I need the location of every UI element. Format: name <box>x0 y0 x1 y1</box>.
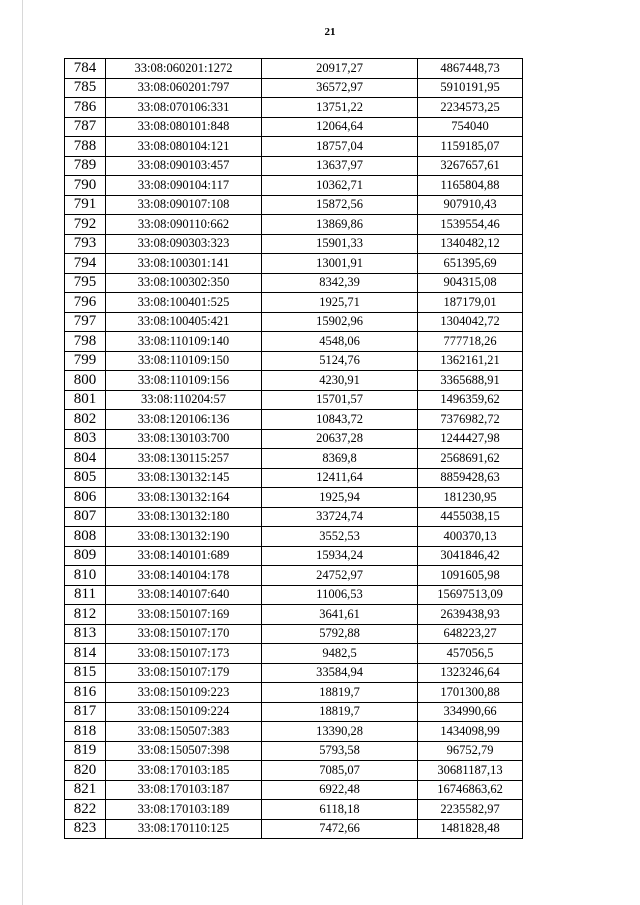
table-row <box>65 722 523 742</box>
table-row <box>65 819 523 839</box>
row-number-cell: 812 <box>65 605 106 625</box>
row-number-cell: 793 <box>65 234 106 254</box>
row-number-cell: 798 <box>65 332 106 352</box>
table-row <box>65 254 523 274</box>
cadastral-number-cell: 33:08:090107:108 <box>106 195 262 215</box>
area-cell: 6922,48 <box>262 780 418 800</box>
cadastral-number-cell: 33:08:080104:121 <box>106 137 262 157</box>
value-cell: 1323246,64 <box>418 663 523 683</box>
cadastral-number-cell: 33:08:130132:190 <box>106 527 262 547</box>
table-row <box>65 78 523 98</box>
table-row <box>65 98 523 118</box>
value-cell: 457056,5 <box>418 644 523 664</box>
table-row <box>65 780 523 800</box>
table-row <box>65 390 523 410</box>
table-row <box>65 800 523 820</box>
table-row <box>65 332 523 352</box>
table-row <box>65 371 523 391</box>
area-cell: 10362,71 <box>262 176 418 196</box>
area-cell: 8342,39 <box>262 273 418 293</box>
row-number-cell: 821 <box>65 780 106 800</box>
row-number-cell: 811 <box>65 585 106 605</box>
row-number-cell: 788 <box>65 137 106 157</box>
table-row <box>65 195 523 215</box>
value-cell: 8859428,63 <box>418 468 523 488</box>
row-number-cell: 823 <box>65 819 106 839</box>
row-number-cell: 813 <box>65 624 106 644</box>
table-row <box>65 585 523 605</box>
table-row <box>65 527 523 547</box>
cadastral-number-cell: 33:08:080101:848 <box>106 117 262 137</box>
area-cell: 13751,22 <box>262 98 418 118</box>
value-cell: 96752,79 <box>418 741 523 761</box>
row-number-cell: 818 <box>65 722 106 742</box>
cadastral-number-cell: 33:08:170110:125 <box>106 819 262 839</box>
row-number-cell: 817 <box>65 702 106 722</box>
table-row <box>65 566 523 586</box>
cadastral-number-cell: 33:08:130132:180 <box>106 507 262 527</box>
scan-edge-line <box>22 0 23 905</box>
value-cell: 4455038,15 <box>418 507 523 527</box>
area-cell: 15902,96 <box>262 312 418 332</box>
area-cell: 20637,28 <box>262 429 418 449</box>
value-cell: 1434098,99 <box>418 722 523 742</box>
row-number-cell: 799 <box>65 351 106 371</box>
cadastral-number-cell: 33:08:090110:662 <box>106 215 262 235</box>
value-cell: 904315,08 <box>418 273 523 293</box>
table-row <box>65 507 523 527</box>
area-cell: 18819,7 <box>262 683 418 703</box>
area-cell: 4548,06 <box>262 332 418 352</box>
value-cell: 1340482,12 <box>418 234 523 254</box>
area-cell: 15872,56 <box>262 195 418 215</box>
area-cell: 6118,18 <box>262 800 418 820</box>
cadastral-number-cell: 33:08:060201:797 <box>106 78 262 98</box>
value-cell: 4867448,73 <box>418 59 523 79</box>
row-number-cell: 800 <box>65 371 106 391</box>
table-row <box>65 663 523 683</box>
value-cell: 2568691,62 <box>418 449 523 469</box>
area-cell: 18819,7 <box>262 702 418 722</box>
table-row <box>65 605 523 625</box>
table-row <box>65 59 523 79</box>
row-number-cell: 809 <box>65 546 106 566</box>
cadastral-number-cell: 33:08:140101:689 <box>106 546 262 566</box>
row-number-cell: 815 <box>65 663 106 683</box>
area-cell: 13637,97 <box>262 156 418 176</box>
area-cell: 33584,94 <box>262 663 418 683</box>
table-row <box>65 741 523 761</box>
cadastral-number-cell: 33:08:130132:145 <box>106 468 262 488</box>
value-cell: 1362161,21 <box>418 351 523 371</box>
value-cell: 30681187,13 <box>418 761 523 781</box>
row-number-cell: 801 <box>65 390 106 410</box>
value-cell: 1165804,88 <box>418 176 523 196</box>
table-row <box>65 468 523 488</box>
area-cell: 12064,64 <box>262 117 418 137</box>
table-row <box>65 488 523 508</box>
table-body <box>65 59 523 839</box>
table-row <box>65 683 523 703</box>
area-cell: 13869,86 <box>262 215 418 235</box>
table-row <box>65 546 523 566</box>
cadastral-number-cell: 33:08:090303:323 <box>106 234 262 254</box>
row-number-cell: 816 <box>65 683 106 703</box>
value-cell: 16746863,62 <box>418 780 523 800</box>
value-cell: 1304042,72 <box>418 312 523 332</box>
table-row <box>65 410 523 430</box>
cadastral-number-cell: 33:08:150107:169 <box>106 605 262 625</box>
page-number: 21 <box>324 26 336 38</box>
value-cell: 1244427,98 <box>418 429 523 449</box>
row-number-cell: 803 <box>65 429 106 449</box>
value-cell: 1159185,07 <box>418 137 523 157</box>
cadastral-number-cell: 33:08:100405:421 <box>106 312 262 332</box>
row-number-cell: 808 <box>65 527 106 547</box>
land-plot-table <box>64 58 523 839</box>
table-row <box>65 273 523 293</box>
value-cell: 3267657,61 <box>418 156 523 176</box>
value-cell: 2234573,25 <box>418 98 523 118</box>
area-cell: 3641,61 <box>262 605 418 625</box>
row-number-cell: 791 <box>65 195 106 215</box>
table-row <box>65 351 523 371</box>
area-cell: 5792,88 <box>262 624 418 644</box>
cadastral-number-cell: 33:08:110109:156 <box>106 371 262 391</box>
row-number-cell: 789 <box>65 156 106 176</box>
cadastral-number-cell: 33:08:120106:136 <box>106 410 262 430</box>
area-cell: 5793,58 <box>262 741 418 761</box>
value-cell: 907910,43 <box>418 195 523 215</box>
row-number-cell: 802 <box>65 410 106 430</box>
value-cell: 651395,69 <box>418 254 523 274</box>
row-number-cell: 810 <box>65 566 106 586</box>
area-cell: 33724,74 <box>262 507 418 527</box>
table-row <box>65 293 523 313</box>
table-row <box>65 449 523 469</box>
value-cell: 15697513,09 <box>418 585 523 605</box>
table-row <box>65 117 523 137</box>
table-row <box>65 215 523 235</box>
cadastral-number-cell: 33:08:150109:224 <box>106 702 262 722</box>
area-cell: 20917,27 <box>262 59 418 79</box>
area-cell: 12411,64 <box>262 468 418 488</box>
value-cell: 1481828,48 <box>418 819 523 839</box>
row-number-cell: 790 <box>65 176 106 196</box>
area-cell: 15901,33 <box>262 234 418 254</box>
row-number-cell: 785 <box>65 78 106 98</box>
table-row <box>65 137 523 157</box>
row-number-cell: 794 <box>65 254 106 274</box>
row-number-cell: 820 <box>65 761 106 781</box>
value-cell: 754040 <box>418 117 523 137</box>
value-cell: 777718,26 <box>418 332 523 352</box>
table-row <box>65 624 523 644</box>
row-number-cell: 795 <box>65 273 106 293</box>
area-cell: 3552,53 <box>262 527 418 547</box>
area-cell: 1925,94 <box>262 488 418 508</box>
table-row <box>65 702 523 722</box>
cadastral-number-cell: 33:08:110109:140 <box>106 332 262 352</box>
table-row <box>65 429 523 449</box>
value-cell: 7376982,72 <box>418 410 523 430</box>
table-row <box>65 234 523 254</box>
area-cell: 13390,28 <box>262 722 418 742</box>
value-cell: 2235582,97 <box>418 800 523 820</box>
cadastral-number-cell: 33:08:110204:57 <box>106 390 262 410</box>
area-cell: 15701,57 <box>262 390 418 410</box>
cadastral-number-cell: 33:08:150507:398 <box>106 741 262 761</box>
value-cell: 1701300,88 <box>418 683 523 703</box>
table-row <box>65 312 523 332</box>
value-cell: 334990,66 <box>418 702 523 722</box>
row-number-cell: 806 <box>65 488 106 508</box>
value-cell: 3041846,42 <box>418 546 523 566</box>
cadastral-number-cell: 33:08:140104:178 <box>106 566 262 586</box>
area-cell: 8369,8 <box>262 449 418 469</box>
area-cell: 11006,53 <box>262 585 418 605</box>
area-cell: 24752,97 <box>262 566 418 586</box>
table-row <box>65 761 523 781</box>
value-cell: 2639438,93 <box>418 605 523 625</box>
cadastral-number-cell: 33:08:110109:150 <box>106 351 262 371</box>
row-number-cell: 784 <box>65 59 106 79</box>
row-number-cell: 804 <box>65 449 106 469</box>
value-cell: 1091605,98 <box>418 566 523 586</box>
area-cell: 1925,71 <box>262 293 418 313</box>
value-cell: 5910191,95 <box>418 78 523 98</box>
row-number-cell: 797 <box>65 312 106 332</box>
area-cell: 7472,66 <box>262 819 418 839</box>
cadastral-number-cell: 33:08:150507:383 <box>106 722 262 742</box>
row-number-cell: 787 <box>65 117 106 137</box>
cadastral-number-cell: 33:08:070106:331 <box>106 98 262 118</box>
area-cell: 13001,91 <box>262 254 418 274</box>
cadastral-number-cell: 33:08:130132:164 <box>106 488 262 508</box>
row-number-cell: 807 <box>65 507 106 527</box>
table-row <box>65 156 523 176</box>
area-cell: 9482,5 <box>262 644 418 664</box>
row-number-cell: 805 <box>65 468 106 488</box>
row-number-cell: 792 <box>65 215 106 235</box>
row-number-cell: 814 <box>65 644 106 664</box>
cadastral-number-cell: 33:08:090104:117 <box>106 176 262 196</box>
cadastral-number-cell: 33:08:100401:525 <box>106 293 262 313</box>
area-cell: 18757,04 <box>262 137 418 157</box>
cadastral-number-cell: 33:08:130115:257 <box>106 449 262 469</box>
cadastral-number-cell: 33:08:150107:179 <box>106 663 262 683</box>
area-cell: 4230,91 <box>262 371 418 391</box>
cadastral-number-cell: 33:08:170103:189 <box>106 800 262 820</box>
row-number-cell: 786 <box>65 98 106 118</box>
area-cell: 15934,24 <box>262 546 418 566</box>
cadastral-number-cell: 33:08:150107:170 <box>106 624 262 644</box>
value-cell: 187179,01 <box>418 293 523 313</box>
value-cell: 1539554,46 <box>418 215 523 235</box>
value-cell: 1496359,62 <box>418 390 523 410</box>
table-row <box>65 176 523 196</box>
cadastral-number-cell: 33:08:140107:640 <box>106 585 262 605</box>
value-cell: 3365688,91 <box>418 371 523 391</box>
cadastral-number-cell: 33:08:150109:223 <box>106 683 262 703</box>
value-cell: 648223,27 <box>418 624 523 644</box>
row-number-cell: 822 <box>65 800 106 820</box>
table-row <box>65 644 523 664</box>
cadastral-number-cell: 33:08:060201:1272 <box>106 59 262 79</box>
cadastral-number-cell: 33:08:150107:173 <box>106 644 262 664</box>
area-cell: 36572,97 <box>262 78 418 98</box>
cadastral-number-cell: 33:08:100302:350 <box>106 273 262 293</box>
area-cell: 7085,07 <box>262 761 418 781</box>
row-number-cell: 796 <box>65 293 106 313</box>
cadastral-number-cell: 33:08:170103:185 <box>106 761 262 781</box>
area-cell: 5124,76 <box>262 351 418 371</box>
value-cell: 400370,13 <box>418 527 523 547</box>
cadastral-number-cell: 33:08:090103:457 <box>106 156 262 176</box>
area-cell: 10843,72 <box>262 410 418 430</box>
cadastral-number-cell: 33:08:100301:141 <box>106 254 262 274</box>
cadastral-number-cell: 33:08:170103:187 <box>106 780 262 800</box>
row-number-cell: 819 <box>65 741 106 761</box>
cadastral-number-cell: 33:08:130103:700 <box>106 429 262 449</box>
value-cell: 181230,95 <box>418 488 523 508</box>
